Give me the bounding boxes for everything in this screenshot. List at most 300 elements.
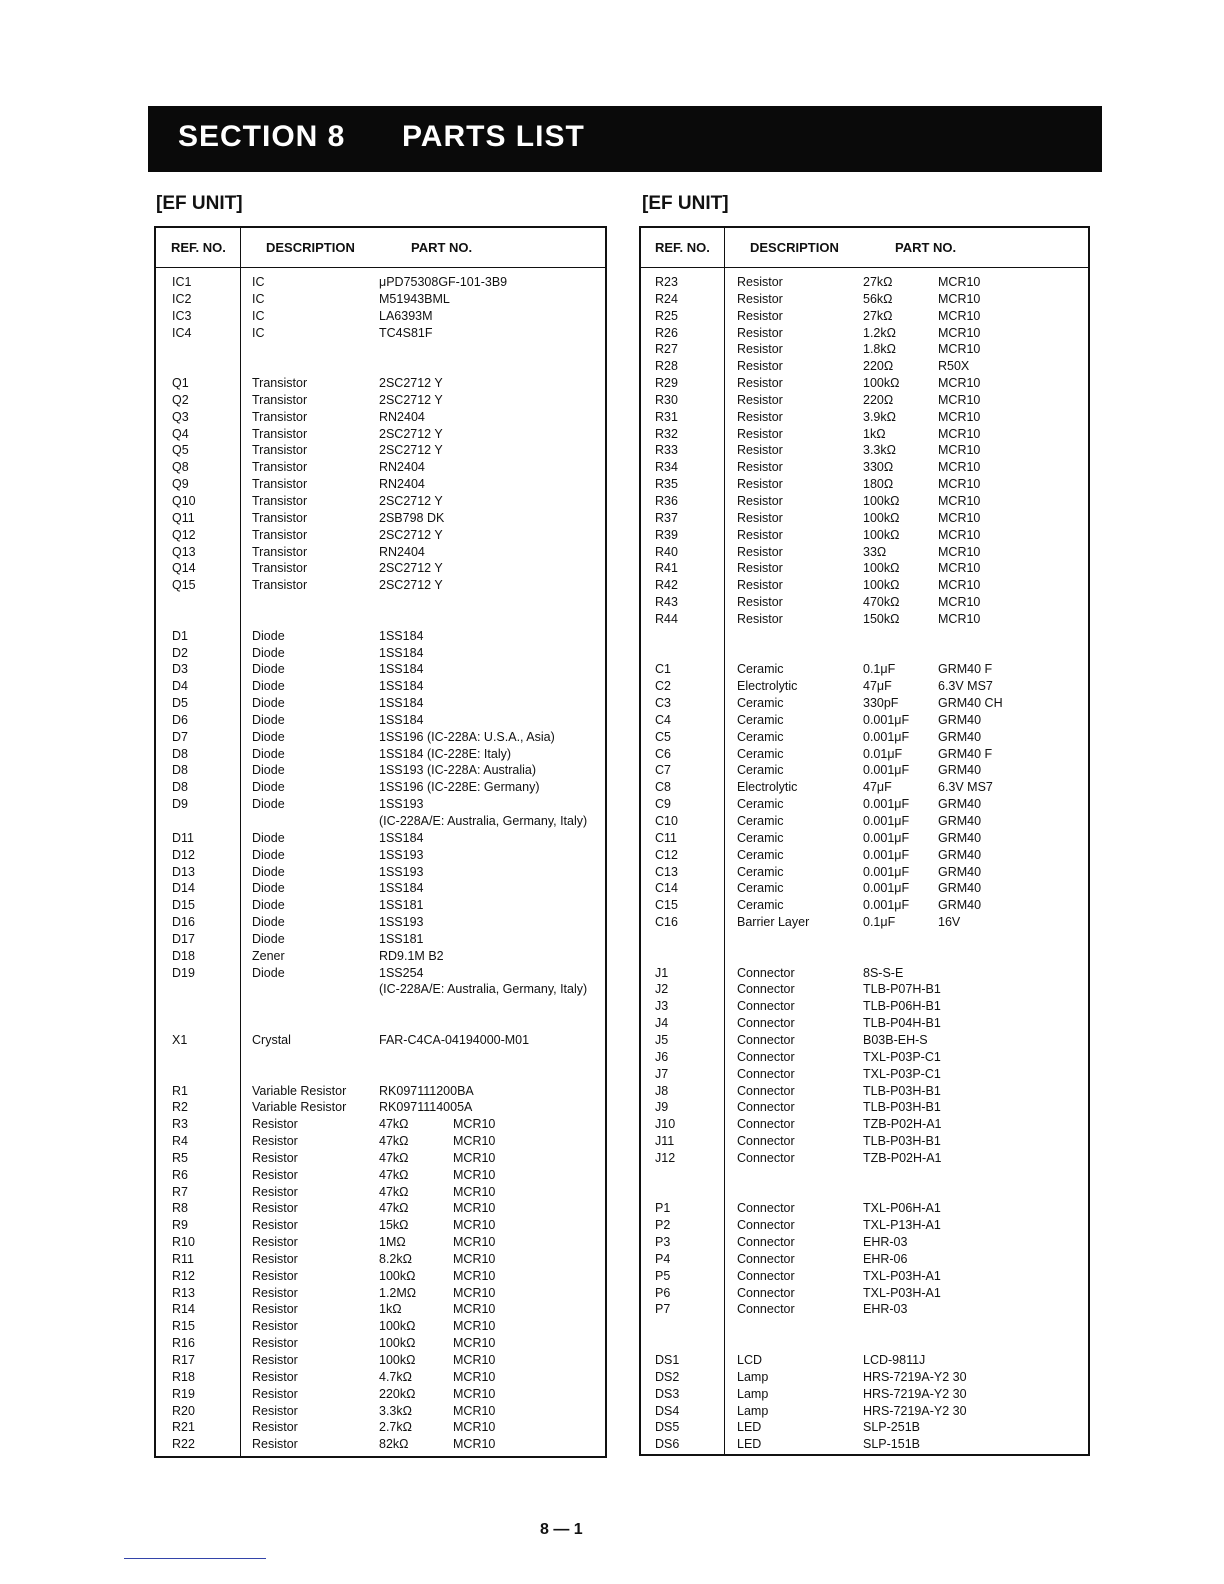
part-no: 2.7kΩ — [379, 1420, 412, 1435]
ref-no: R5 — [172, 1150, 188, 1165]
footer-rule — [124, 1558, 266, 1559]
table-row — [641, 1032, 1088, 1049]
ref-no: C16 — [655, 915, 678, 930]
table-row — [641, 998, 1088, 1015]
ref-no: J3 — [655, 999, 669, 1014]
table-row — [156, 594, 605, 611]
table-row — [641, 1150, 1088, 1167]
table-row — [156, 931, 605, 948]
part-no: 3.9kΩ — [863, 409, 896, 424]
part-no: 100kΩ — [863, 510, 900, 525]
part-no: 330pF — [863, 696, 899, 711]
table-row — [641, 1217, 1088, 1234]
table-row — [641, 341, 1088, 358]
table-row — [641, 965, 1088, 982]
part-no: EHR-03 — [863, 1302, 908, 1317]
table-row — [156, 1015, 605, 1032]
description: Ceramic — [737, 864, 784, 879]
section-title: PARTS LIST — [402, 120, 585, 153]
description: Connector — [737, 1302, 795, 1317]
table-row — [156, 560, 605, 577]
description: Resistor — [252, 1167, 298, 1182]
part-spec: MCR10 — [453, 1167, 496, 1182]
part-no: TXL-P06H-A1 — [863, 1201, 941, 1216]
description: Electrolytic — [737, 780, 798, 795]
description: Resistor — [737, 291, 783, 306]
part-no: 1.2kΩ — [863, 325, 896, 340]
table-row — [641, 813, 1088, 830]
table-row — [156, 1335, 605, 1352]
part-no: 1SS181 — [379, 898, 424, 913]
part-spec: GRM40 F — [938, 746, 993, 761]
left-unit-title: [EF UNIT] — [156, 193, 243, 214]
description: Diode — [252, 679, 285, 694]
part-no: 0.01μF — [863, 746, 903, 761]
description: Connector — [737, 1201, 795, 1216]
part-spec: GRM40 CH — [938, 696, 1003, 711]
ref-no: J2 — [655, 982, 669, 997]
table-row — [641, 375, 1088, 392]
description: Resistor — [252, 1369, 298, 1384]
table-row — [641, 476, 1088, 493]
ref-no: J11 — [655, 1134, 675, 1149]
ref-no: D11 — [172, 830, 195, 845]
description: Connector — [737, 1049, 795, 1064]
table-row — [641, 1386, 1088, 1403]
ref-no: P4 — [655, 1251, 671, 1266]
table-row — [156, 358, 605, 375]
part-no: 150kΩ — [863, 611, 900, 626]
part-spec: 6.3V MS7 — [938, 679, 993, 694]
part-no: RN2404 — [379, 477, 425, 492]
part-spec: GRM40 — [938, 847, 982, 862]
description: Ceramic — [737, 881, 784, 896]
part-spec: MCR10 — [938, 611, 981, 626]
ref-no: C12 — [655, 847, 678, 862]
description: Ceramic — [737, 797, 784, 812]
table-row — [156, 880, 605, 897]
part-no: B03B-EH-S — [863, 1032, 928, 1047]
part-no: 0.001μF — [863, 712, 910, 727]
table-row — [156, 375, 605, 392]
ref-no: D5 — [172, 696, 188, 711]
description: Ceramic — [737, 763, 784, 778]
ref-no: IC4 — [172, 325, 192, 340]
part-no: 220kΩ — [379, 1386, 416, 1401]
description: Diode — [252, 830, 285, 845]
part-no: TXL-P03P-C1 — [863, 1049, 941, 1064]
ref-no: Q13 — [172, 544, 196, 559]
part-no: 47kΩ — [379, 1184, 409, 1199]
col-ref-header: REF. NO. — [171, 240, 226, 255]
part-no: 33Ω — [863, 544, 887, 559]
part-no: 47μF — [863, 679, 892, 694]
part-no: 100kΩ — [379, 1336, 416, 1351]
part-spec: MCR10 — [453, 1353, 496, 1367]
part-no: 100kΩ — [379, 1268, 416, 1283]
table-row — [641, 527, 1088, 544]
part-spec: MCR10 — [938, 578, 981, 593]
ref-no: R4 — [172, 1134, 188, 1149]
table-row — [641, 510, 1088, 527]
part-no: 3.3kΩ — [379, 1403, 412, 1418]
ref-no: R28 — [655, 359, 678, 374]
table-row — [156, 1419, 605, 1436]
ref-no: Q5 — [172, 443, 189, 458]
section-banner — [148, 106, 1102, 172]
description: Resistor — [252, 1218, 298, 1233]
ref-no: R14 — [172, 1302, 195, 1317]
ref-no: R43 — [655, 595, 678, 610]
part-no: EHR-06 — [863, 1251, 908, 1266]
description: Connector — [737, 1251, 795, 1266]
table-row — [641, 308, 1088, 325]
description: Connector — [737, 982, 795, 997]
table-row — [156, 981, 605, 998]
table-row — [641, 1352, 1088, 1369]
description: Diode — [252, 645, 285, 660]
table-row — [641, 1369, 1088, 1386]
table-header — [641, 228, 1088, 268]
description: Resistor — [252, 1386, 298, 1401]
table-row — [641, 358, 1088, 375]
table-header — [156, 228, 605, 268]
part-spec: MCR10 — [453, 1251, 496, 1266]
description: Connector — [737, 1268, 795, 1283]
part-no: 2SC2712 Y — [379, 578, 443, 593]
description: Barrier Layer — [737, 915, 810, 930]
part-spec: GRM40 — [938, 881, 982, 896]
table-row — [156, 426, 605, 443]
table-row — [156, 1150, 605, 1167]
description: Ceramic — [737, 696, 784, 711]
table-row — [641, 897, 1088, 914]
part-no: 1SS184 — [379, 830, 424, 845]
description: Transistor — [252, 578, 308, 593]
table-row — [156, 1268, 605, 1285]
col-part-header: PART NO. — [895, 240, 957, 255]
table-row — [156, 796, 605, 813]
parts-table-right — [639, 226, 1090, 1456]
ref-no: R41 — [655, 561, 678, 576]
description: IC — [252, 275, 265, 289]
part-spec: 16V — [938, 915, 961, 930]
table-row — [641, 914, 1088, 931]
table-row — [641, 645, 1088, 662]
table-row — [641, 577, 1088, 594]
ref-no: D14 — [172, 881, 195, 896]
col-part-header: PART NO. — [411, 240, 473, 255]
part-spec: MCR10 — [453, 1319, 496, 1334]
table-row — [156, 762, 605, 779]
description: Resistor — [737, 392, 783, 407]
part-no: 1SS184 — [379, 881, 424, 896]
part-spec: MCR10 — [938, 510, 981, 525]
part-no: 1SS181 — [379, 931, 424, 946]
ref-no: Q12 — [172, 527, 196, 542]
part-spec: MCR10 — [938, 493, 981, 508]
ref-no: IC1 — [172, 275, 192, 289]
ref-no: C7 — [655, 763, 671, 778]
part-no: 470kΩ — [863, 595, 900, 610]
table-row — [641, 864, 1088, 881]
part-no: 2SC2712 Y — [379, 561, 443, 576]
part-no: 82kΩ — [379, 1437, 409, 1452]
description: Ceramic — [737, 830, 784, 845]
ref-no: R39 — [655, 527, 678, 542]
table-row — [156, 493, 605, 510]
part-no: RN2404 — [379, 460, 425, 475]
ref-no: R31 — [655, 409, 678, 424]
table-row — [156, 274, 605, 291]
table-row — [641, 291, 1088, 308]
ref-no: X1 — [172, 1032, 188, 1047]
part-spec: GRM40 — [938, 712, 982, 727]
table-row — [641, 931, 1088, 948]
part-no: 15kΩ — [379, 1218, 409, 1233]
description: Resistor — [737, 376, 783, 391]
part-spec: MCR10 — [938, 291, 981, 306]
part-spec: MCR10 — [453, 1201, 496, 1216]
description: Diode — [252, 729, 285, 744]
part-no: RK097111200BA — [379, 1083, 474, 1098]
ref-no: J12 — [655, 1150, 676, 1165]
table-row — [641, 729, 1088, 746]
ref-no: P5 — [655, 1268, 671, 1283]
part-no: 0.001μF — [863, 847, 910, 862]
part-no: 2SC2712 Y — [379, 443, 443, 458]
part-no: 8S-S-E — [863, 965, 904, 980]
table-row — [641, 1301, 1088, 1318]
part-no: TXL-P03P-C1 — [863, 1066, 941, 1081]
part-spec: MCR10 — [453, 1403, 496, 1418]
part-no: 2SC2712 Y — [379, 376, 443, 391]
part-spec: MCR10 — [938, 426, 981, 441]
part-no: 2SB798 DK — [379, 510, 445, 525]
description: Lamp — [737, 1403, 769, 1418]
table-row — [156, 1436, 605, 1453]
part-spec: MCR10 — [453, 1150, 496, 1165]
part-no: 100kΩ — [379, 1353, 416, 1367]
col-ref-header: REF. NO. — [655, 240, 710, 255]
part-no: TZB-P02H-A1 — [863, 1150, 942, 1165]
part-spec: MCR10 — [938, 477, 981, 492]
table-row — [156, 645, 605, 662]
part-no: 2SC2712 Y — [379, 493, 443, 508]
table-row — [156, 527, 605, 544]
part-spec: MCR10 — [453, 1369, 496, 1384]
table-row — [641, 493, 1088, 510]
ref-no: C13 — [655, 864, 678, 879]
ref-no: D17 — [172, 931, 195, 946]
part-spec: MCR10 — [938, 392, 981, 407]
ref-no: J10 — [655, 1117, 676, 1132]
part-spec: GRM40 — [938, 814, 982, 828]
description: Resistor — [252, 1150, 298, 1165]
description: Ceramic — [737, 729, 784, 744]
table-row — [156, 1285, 605, 1302]
part-no: 220Ω — [863, 359, 894, 374]
ref-no: C1 — [655, 662, 671, 677]
ref-no: C10 — [655, 814, 678, 828]
part-spec: MCR10 — [453, 1268, 496, 1283]
description: Connector — [737, 1150, 795, 1165]
description: Resistor — [737, 595, 783, 610]
part-spec: MCR10 — [938, 544, 981, 559]
description: Diode — [252, 898, 285, 913]
table-row — [156, 1049, 605, 1066]
part-no: 1SS193 (IC-228A: Australia) — [379, 763, 537, 778]
part-spec: MCR10 — [453, 1117, 496, 1132]
part-no: 100kΩ — [863, 527, 900, 542]
table-row — [641, 981, 1088, 998]
ref-no: R25 — [655, 308, 678, 323]
description: Zener — [252, 948, 285, 963]
ref-no: R7 — [172, 1184, 188, 1199]
ref-no: R20 — [172, 1403, 195, 1418]
part-no: TLB-P04H-B1 — [863, 1016, 941, 1031]
description: Resistor — [252, 1319, 298, 1334]
part-spec: MCR10 — [453, 1386, 496, 1401]
part-no: 0.001μF — [863, 729, 910, 744]
description: Connector — [737, 1100, 795, 1115]
ref-no: R27 — [655, 342, 678, 357]
table-row — [156, 1116, 605, 1133]
part-spec: MCR10 — [938, 561, 981, 576]
table-row — [156, 914, 605, 931]
part-no: 0.001μF — [863, 864, 910, 879]
part-spec: MCR10 — [938, 409, 981, 424]
table-row — [641, 392, 1088, 409]
part-no: 1SS184 — [379, 628, 424, 643]
description: Transistor — [252, 493, 308, 508]
table-row — [156, 779, 605, 796]
part-no: 1SS193 — [379, 797, 424, 812]
description: Resistor — [252, 1117, 298, 1132]
ref-no: C11 — [655, 830, 678, 845]
ref-no: J7 — [655, 1066, 669, 1081]
table-row — [156, 695, 605, 712]
part-no: RD9.1M B2 — [379, 948, 444, 963]
ref-no: DS4 — [655, 1403, 680, 1418]
table-row — [156, 948, 605, 965]
table-row — [156, 1032, 605, 1049]
part-no: 220Ω — [863, 392, 894, 407]
ref-no: D16 — [172, 915, 195, 930]
parts-table-left — [154, 226, 607, 1458]
ref-no: Q8 — [172, 460, 189, 475]
ref-no: R21 — [172, 1420, 195, 1435]
ref-no: C15 — [655, 898, 678, 913]
part-spec: MCR10 — [453, 1285, 496, 1300]
description: Resistor — [737, 527, 783, 542]
ref-no: R15 — [172, 1319, 195, 1334]
ref-no: J8 — [655, 1083, 669, 1098]
part-no: 56kΩ — [863, 291, 893, 306]
part-no: LCD-9811J — [863, 1353, 926, 1367]
table-row — [156, 729, 605, 746]
part-no: 0.001μF — [863, 830, 910, 845]
description: Diode — [252, 780, 285, 795]
description: Ceramic — [737, 847, 784, 862]
table-row — [156, 1066, 605, 1083]
description: Diode — [252, 746, 285, 761]
table-row — [156, 1352, 605, 1369]
ref-no: D12 — [172, 847, 195, 862]
description: Transistor — [252, 409, 308, 424]
description: Resistor — [737, 510, 783, 525]
ref-no: C4 — [655, 712, 671, 727]
part-no: 1.2MΩ — [379, 1285, 417, 1300]
part-no: 100kΩ — [863, 578, 900, 593]
part-no: 1kΩ — [379, 1302, 402, 1317]
ref-no: D4 — [172, 679, 188, 694]
part-no: 47kΩ — [379, 1150, 409, 1165]
table-body — [156, 274, 605, 1453]
part-no: TC4S81F — [379, 325, 433, 340]
ref-no: J4 — [655, 1016, 669, 1031]
table-row — [156, 813, 605, 830]
ref-no: R13 — [172, 1285, 195, 1300]
part-no: 1SS184 — [379, 679, 424, 694]
table-row — [641, 1234, 1088, 1251]
part-no: 1SS184 — [379, 662, 424, 677]
table-row — [156, 544, 605, 561]
table-row — [156, 897, 605, 914]
part-no: 1SS184 — [379, 712, 424, 727]
description: Electrolytic — [737, 679, 798, 694]
part-no: TLB-P03H-B1 — [863, 1134, 941, 1149]
part-no: (IC-228A/E: Australia, Germany, Italy) — [379, 982, 588, 997]
description: Ceramic — [737, 814, 784, 828]
part-no: 47kΩ — [379, 1201, 409, 1216]
part-spec: MCR10 — [938, 527, 981, 542]
ref-no: R22 — [172, 1437, 195, 1452]
ref-no: D18 — [172, 948, 195, 963]
col-desc-header: DESCRIPTION — [266, 240, 355, 255]
ref-no: R8 — [172, 1201, 188, 1216]
part-spec: GRM40 — [938, 898, 982, 913]
description: Resistor — [737, 275, 783, 289]
part-no: 2SC2712 Y — [379, 392, 443, 407]
ref-no: P2 — [655, 1218, 671, 1233]
part-no: 1.8kΩ — [863, 342, 896, 357]
part-spec: MCR10 — [453, 1235, 496, 1250]
part-no: 47kΩ — [379, 1117, 409, 1132]
table-row — [156, 392, 605, 409]
part-no: 1SS184 (IC-228E: Italy) — [379, 746, 512, 761]
description: Resistor — [737, 308, 783, 323]
ref-no: J6 — [655, 1049, 669, 1064]
part-spec: GRM40 — [938, 830, 982, 845]
ref-no: P1 — [655, 1201, 671, 1216]
table-row — [641, 1285, 1088, 1302]
table-row — [156, 577, 605, 594]
part-no: HRS-7219A-Y2 30 — [863, 1369, 967, 1384]
table-row — [641, 1167, 1088, 1184]
table-row — [641, 409, 1088, 426]
description: Connector — [737, 1066, 795, 1081]
ref-no: J1 — [655, 965, 669, 980]
ref-no: R33 — [655, 443, 678, 458]
ref-no: C5 — [655, 729, 671, 744]
ref-no: Q4 — [172, 426, 189, 441]
part-no: (IC-228A/E: Australia, Germany, Italy) — [379, 814, 588, 828]
description: Connector — [737, 1218, 795, 1233]
description: Connector — [737, 1285, 795, 1300]
ref-no: R30 — [655, 392, 678, 407]
description: Transistor — [252, 460, 308, 475]
